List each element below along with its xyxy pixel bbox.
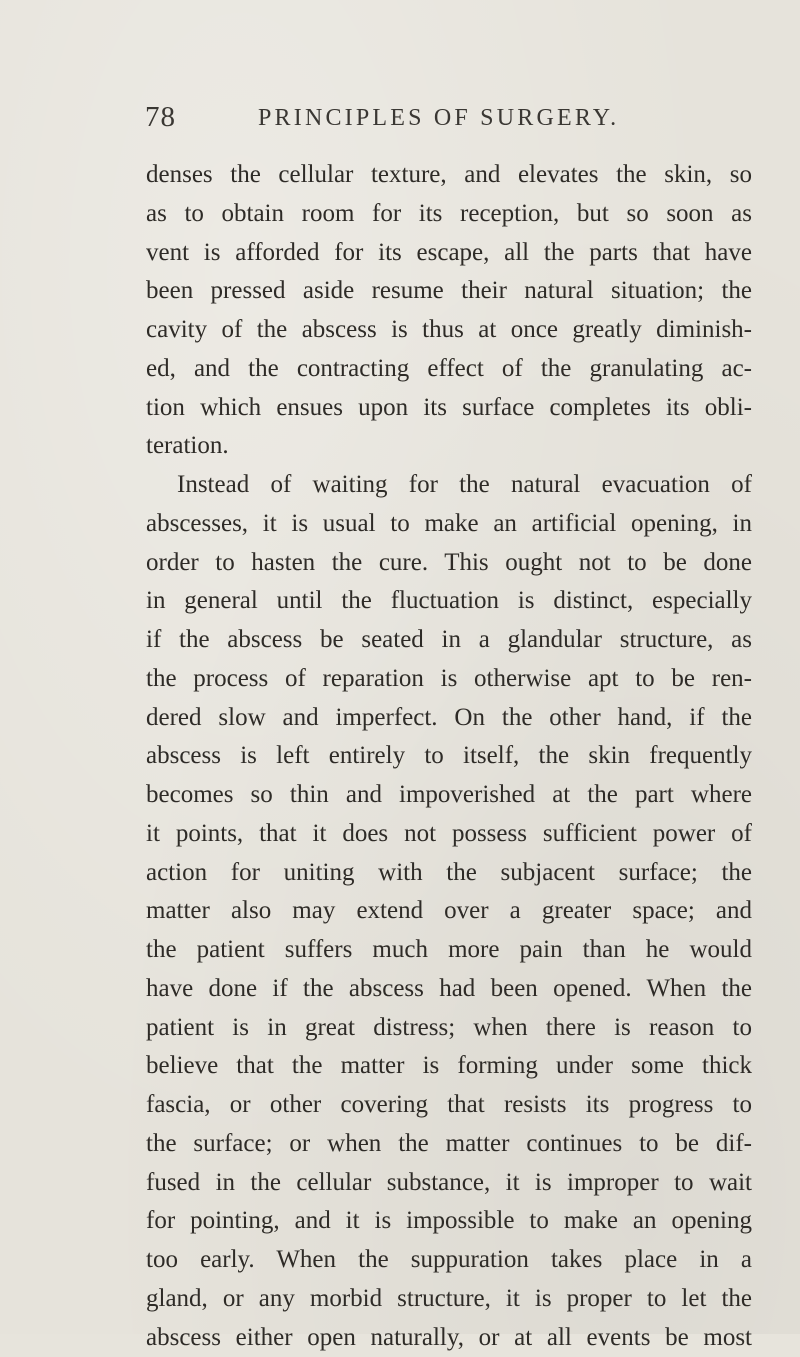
- text-line: in general until the fluctuation is distinct, especially: [146, 582, 752, 621]
- text-line: matter also may extend over a greater space; and: [146, 892, 752, 931]
- text-line: becomes so thin and impoverished at the part where: [146, 776, 752, 815]
- text-line: vent is afforded for its escape, all the parts that have: [146, 234, 752, 273]
- text-line: action for uniting with the subjacent surface; the: [146, 854, 752, 893]
- body-text: [146, 156, 752, 1357]
- page-header: [0, 101, 800, 141]
- text-line: denses the cellular texture, and elevates the skin, so: [146, 156, 752, 195]
- text-line: gland, or any morbid structure, it is proper to let the: [146, 1280, 752, 1319]
- text-line: fused in the cellular substance, it is improper to wait: [146, 1164, 752, 1203]
- text-line: believe that the matter is forming under some thick: [146, 1047, 752, 1086]
- text-line: order to hasten the cure. This ought not to be done: [146, 544, 752, 583]
- text-line: tion which ensues upon its surface completes its obli-: [146, 389, 752, 428]
- text-line: abscess either open naturally, or at all events be most: [146, 1319, 752, 1357]
- text-line: been pressed aside resume their natural situation; the: [146, 272, 752, 311]
- text-line: the surface; or when the matter continues to be dif-: [146, 1125, 752, 1164]
- text-line: the patient suffers much more pain than he would: [146, 931, 752, 970]
- text-line: ed, and the contracting effect of the granulating ac-: [146, 350, 752, 389]
- text-line: dered slow and imperfect. On the other hand, if the: [146, 699, 752, 738]
- text-line-paragraph-start: Instead of waiting for the natural evacuation of: [146, 466, 752, 505]
- text-line: abscesses, it is usual to make an artificial opening, in: [146, 505, 752, 544]
- text-line-paragraph-end: teration.: [146, 427, 752, 466]
- text-line: if the abscess be seated in a glandular structure, as: [146, 621, 752, 660]
- text-line: cavity of the abscess is thus at once greatly diminish-: [146, 311, 752, 350]
- text-line: patient is in great distress; when there is reason to: [146, 1009, 752, 1048]
- text-line: too early. When the suppuration takes place in a: [146, 1241, 752, 1280]
- text-line: the process of reparation is otherwise apt to be ren-: [146, 660, 752, 699]
- text-line: for pointing, and it is impossible to make an opening: [146, 1202, 752, 1241]
- text-line: fascia, or other covering that resists its progress to: [146, 1086, 752, 1125]
- text-line: have done if the abscess had been opened. When the: [146, 970, 752, 1009]
- running-title: PRINCIPLES OF SURGERY.: [258, 105, 619, 132]
- page-number: 78: [145, 101, 176, 134]
- text-line: it points, that it does not possess sufficient power of: [146, 815, 752, 854]
- text-line: as to obtain room for its reception, but so soon as: [146, 195, 752, 234]
- text-line: abscess is left entirely to itself, the skin frequently: [146, 737, 752, 776]
